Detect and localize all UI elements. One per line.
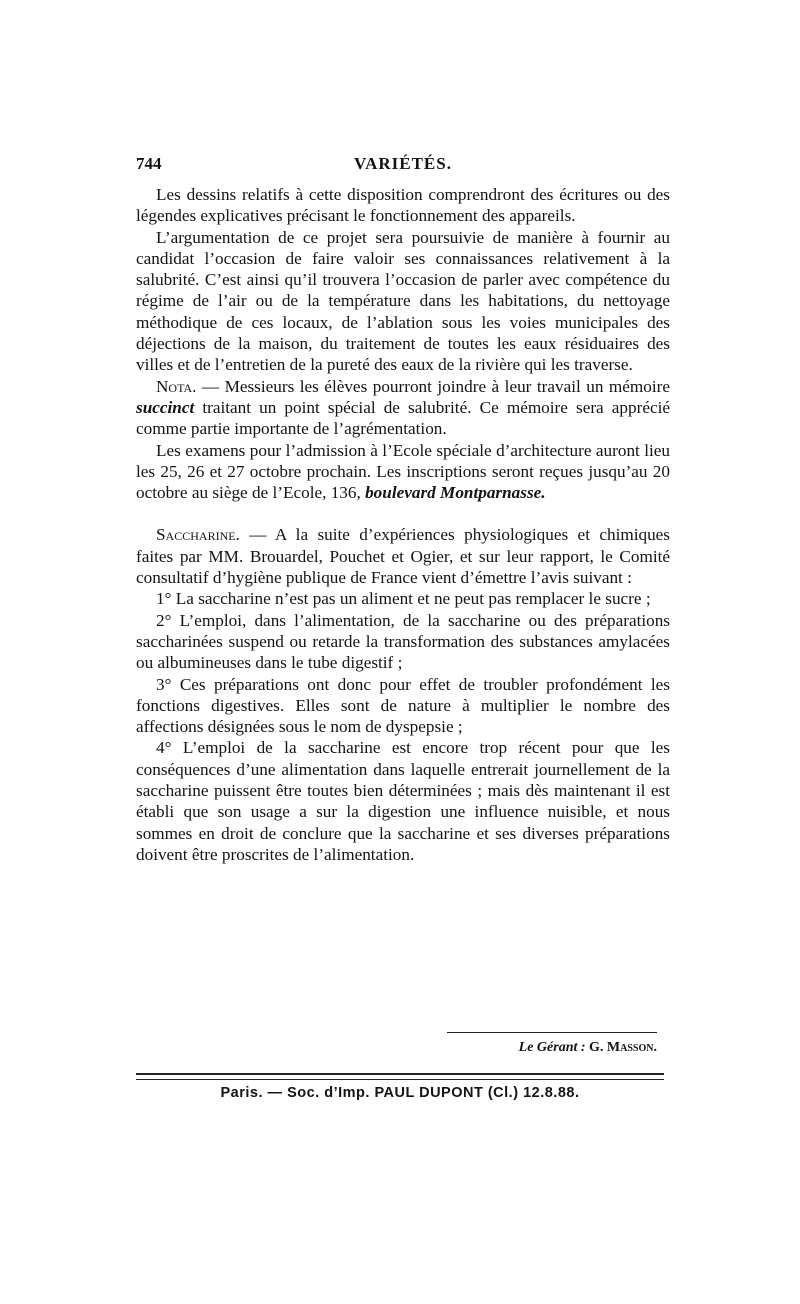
paragraph-drawings: Les dessins relatifs à cette disposition comprendront des écritures ou des légendes explicatives précisant le fonctionnement des appareils. — [136, 185, 670, 226]
nota-emphasis: succinct — [136, 397, 195, 417]
saccharine-item-1: 1° La saccharine n’est pas un aliment et ne peut pas remplacer le sucre ; — [156, 589, 651, 609]
nota-label: Nota. — [156, 376, 197, 396]
running-title: VARIÉTÉS. — [354, 154, 452, 173]
signature-line — [447, 1040, 657, 1056]
nota-text-after: traitant un point spécial de salubrité. Ce mémoire sera apprécié comme partie importante de l’agrémentation. — [136, 397, 670, 439]
signature-title: Le Gérant : — [518, 1040, 586, 1055]
signature-rule — [447, 1032, 657, 1033]
section-gap — [136, 503, 670, 524]
saccharine-label: Saccharine. — [156, 525, 240, 545]
paragraph-saccharine-intro — [136, 524, 670, 588]
saccharine-item-3: 3° Ces préparations ont donc pour effet de troubler profondément les fonctions digestives. Elles sont de nature à multiplier le nombre des affections désignées sous le nom de dyspepsie ; — [136, 674, 670, 737]
paragraph-examens — [136, 440, 670, 504]
footer-rule — [136, 1073, 664, 1080]
printer-imprint: Paris. — Soc. d’Imp. PAUL DUPONT (Cl.) 12.8.88. — [220, 1085, 580, 1101]
paragraph-argumentation: L’argumentation de ce projet sera poursuivie de manière à fournir au candidat l’occasion de faire valoir ses connaissances relativement à la salubrité. C’est ainsi qu’il trouvera l’occasion de parler avec compétence du régime de l’air ou de la température dans les habitations, du nettoyage méthodique de ces locaux, de l’ablation sous les voies municipales des déjections de la maison, du traitement de toutes les eaux résiduaires des villes et de l’entretien de la pureté des eaux de la rivière qui les traverse. — [136, 227, 670, 375]
examens-text: Les examens pour l’admission à l’Ecole spéciale d’architecture auront lieu les 25, 26 et 27 octobre prochain. Les inscriptions seront reçues jusqu’au 20 octobre au siège de l’Ecole, 136, — [136, 440, 670, 503]
page-number: 744 — [136, 154, 162, 173]
page-content — [136, 150, 670, 865]
nota-text-before: — Messieurs les élèves pourront joindre à leur travail un mémoire — [196, 376, 670, 396]
saccharine-item-4: 4° L’emploi de la saccharine est encore trop récent pour que les conséquences d’une alimentation dans laquelle entrerait journellement de la saccharine puissent être toutes bien déterminées ; mais dès maintenant il est établi que son usage a sur la digestion une influence nuisible, et nous sommes en droit de conclure que la saccharine et ses diverses préparations doivent être proscrites de l’alimentation. — [136, 738, 670, 864]
running-header — [136, 150, 670, 178]
signature-name: G. Masson. — [589, 1040, 657, 1055]
article-body — [136, 184, 670, 865]
examens-address: boulevard Montparnasse. — [365, 483, 546, 503]
saccharine-item-2: 2° L’emploi, dans l’alimentation, de la saccharine ou des préparations saccharinées suspend ou retarde la transformation des substances amylacées ou albumineuses dans le tube digestif ; — [136, 610, 670, 673]
saccharine-intro-text: — A la suite d’expériences physiologiques et chimiques faites par MM. Brouardel, Pouchet et Ogier, et sur leur rapport, le Comité consultatif d’hygiène publique de France vient d’émettre l’avis suivant : — [136, 525, 670, 588]
paragraph-nota — [136, 376, 670, 440]
